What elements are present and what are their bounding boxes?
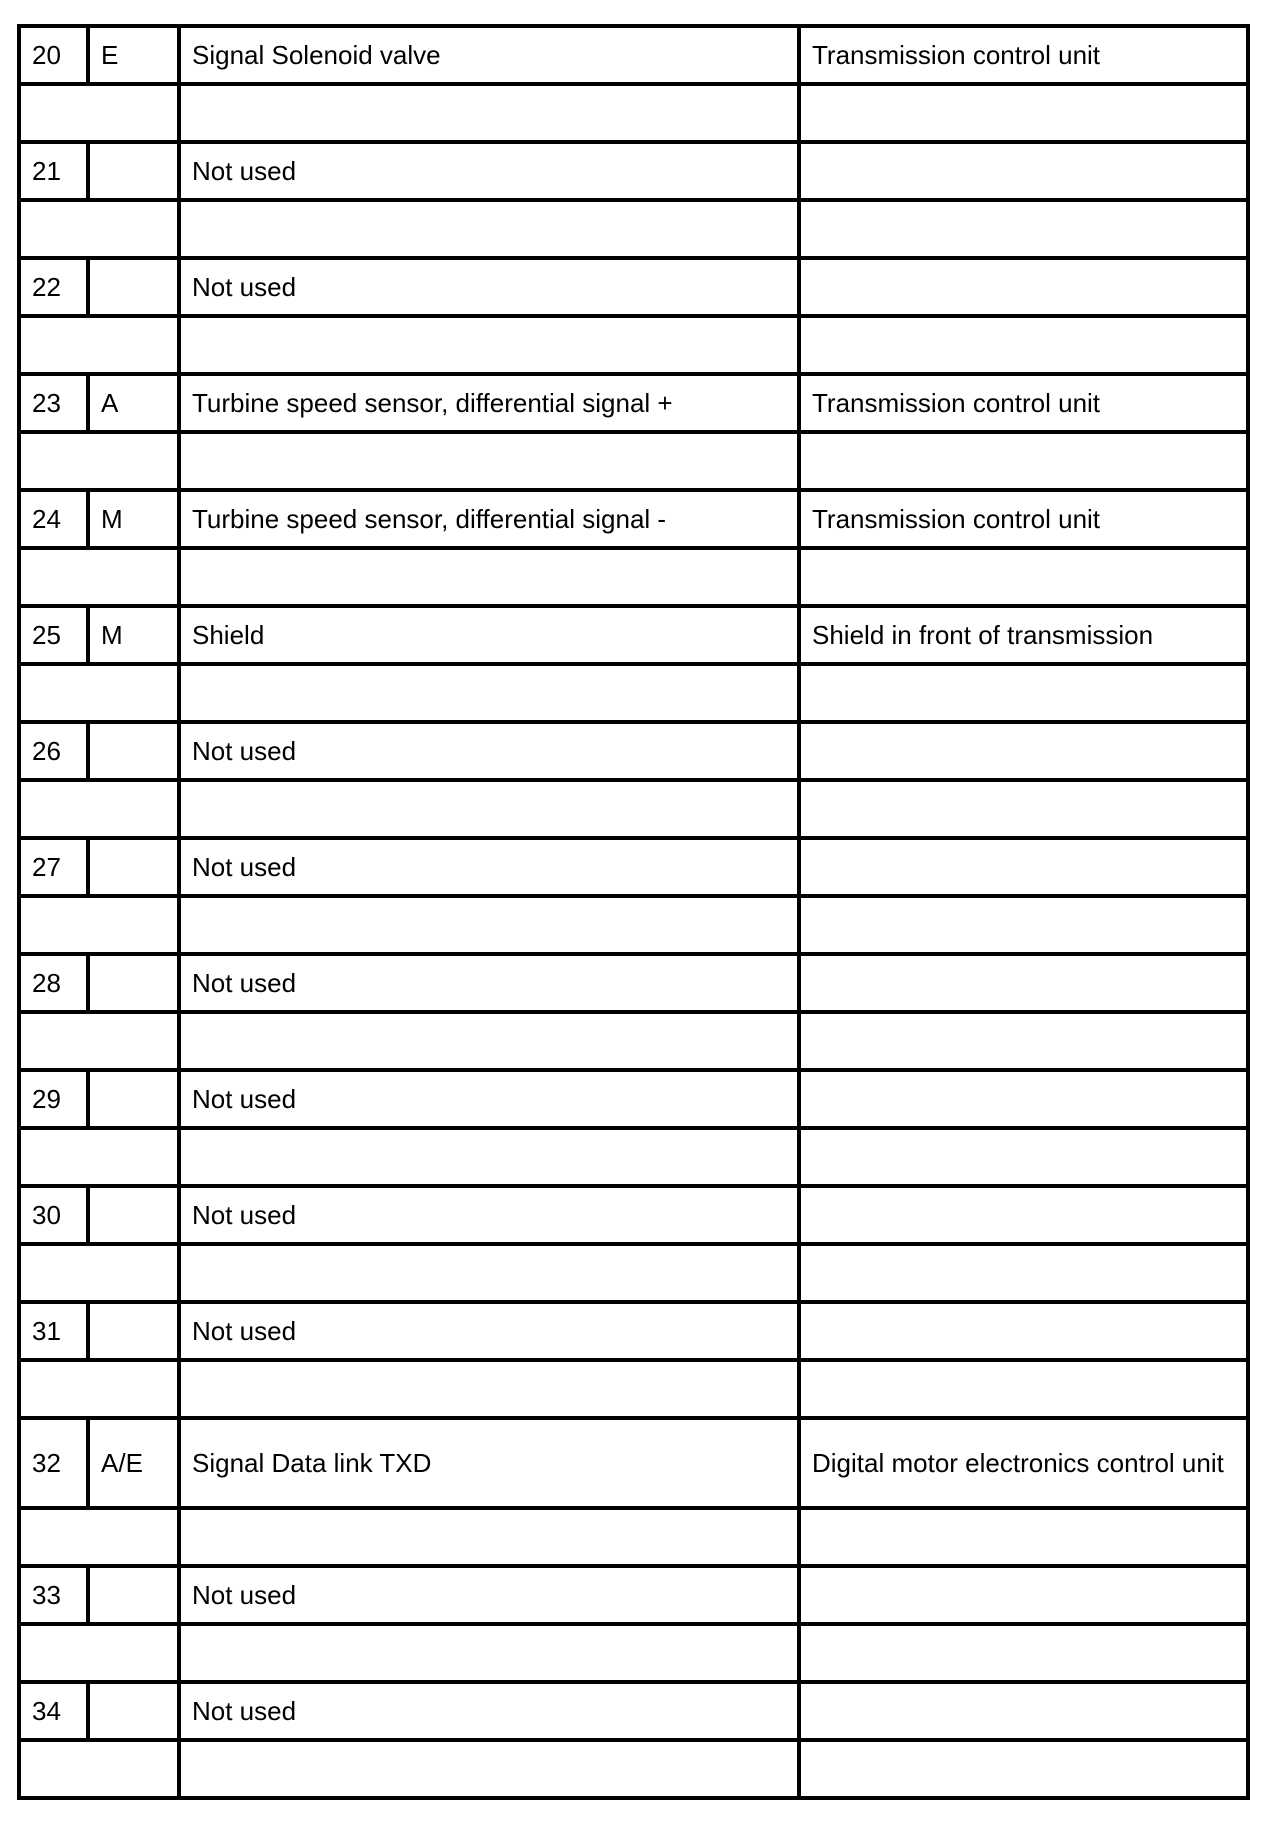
spacer-cell: [799, 664, 1248, 722]
spacer-cell: [799, 1128, 1248, 1186]
pin-number-cell: 25: [19, 606, 88, 664]
pin-row: [19, 1682, 1248, 1740]
signal-type-cell: E: [88, 26, 179, 84]
spacer-cell: [19, 896, 179, 954]
destination-cell: Transmission control unit: [799, 490, 1248, 548]
spacer-cell: [19, 432, 179, 490]
pin-row: [19, 722, 1248, 780]
pin-row: [19, 954, 1248, 1012]
spacer-cell: [179, 896, 799, 954]
destination-cell: [799, 1302, 1248, 1360]
pin-table-body: [19, 26, 1248, 1798]
destination-cell: Transmission control unit: [799, 26, 1248, 84]
signal-type-cell: [88, 1682, 179, 1740]
spacer-cell: [179, 1244, 799, 1302]
spacer-row: [19, 1012, 1248, 1070]
pin-number-cell: 30: [19, 1186, 88, 1244]
spacer-cell: [799, 1360, 1248, 1418]
spacer-row: [19, 548, 1248, 606]
description-cell: Not used: [179, 838, 799, 896]
spacer-cell: [799, 1508, 1248, 1566]
pin-row: [19, 1566, 1248, 1624]
spacer-cell: [19, 1360, 179, 1418]
spacer-cell: [179, 780, 799, 838]
signal-type-cell: M: [88, 606, 179, 664]
destination-cell: [799, 838, 1248, 896]
spacer-cell: [19, 1128, 179, 1186]
spacer-row: [19, 84, 1248, 142]
description-cell: Not used: [179, 722, 799, 780]
spacer-cell: [19, 548, 179, 606]
signal-type-cell: [88, 1302, 179, 1360]
spacer-cell: [19, 1624, 179, 1682]
spacer-cell: [179, 200, 799, 258]
pin-row: [19, 1418, 1248, 1508]
spacer-cell: [19, 1740, 179, 1798]
destination-cell: [799, 954, 1248, 1012]
description-cell: Not used: [179, 1186, 799, 1244]
pin-number-cell: 28: [19, 954, 88, 1012]
pin-row: [19, 1070, 1248, 1128]
spacer-cell: [799, 1740, 1248, 1798]
destination-cell: [799, 722, 1248, 780]
spacer-row: [19, 200, 1248, 258]
pin-row: [19, 838, 1248, 896]
pin-number-cell: 27: [19, 838, 88, 896]
spacer-row: [19, 664, 1248, 722]
spacer-cell: [799, 548, 1248, 606]
destination-cell: Shield in front of transmission: [799, 606, 1248, 664]
spacer-cell: [179, 1360, 799, 1418]
spacer-cell: [19, 1508, 179, 1566]
signal-type-cell: [88, 838, 179, 896]
pin-row: [19, 374, 1248, 432]
spacer-cell: [179, 1624, 799, 1682]
spacer-row: [19, 780, 1248, 838]
destination-cell: [799, 1186, 1248, 1244]
spacer-cell: [19, 1012, 179, 1070]
spacer-cell: [799, 896, 1248, 954]
signal-type-cell: A: [88, 374, 179, 432]
pin-number-cell: 24: [19, 490, 88, 548]
description-cell: Signal Data link TXD: [179, 1418, 799, 1508]
pin-number-cell: 34: [19, 1682, 88, 1740]
pin-number-cell: 21: [19, 142, 88, 200]
pin-number-cell: 29: [19, 1070, 88, 1128]
pin-number-cell: 31: [19, 1302, 88, 1360]
spacer-cell: [179, 1012, 799, 1070]
signal-type-cell: [88, 722, 179, 780]
description-cell: Not used: [179, 954, 799, 1012]
signal-type-cell: [88, 1186, 179, 1244]
spacer-row: [19, 316, 1248, 374]
spacer-cell: [179, 432, 799, 490]
spacer-cell: [799, 780, 1248, 838]
signal-type-cell: A/E: [88, 1418, 179, 1508]
spacer-cell: [799, 84, 1248, 142]
destination-cell: Digital motor electronics control unit: [799, 1418, 1248, 1508]
pin-number-cell: 20: [19, 26, 88, 84]
spacer-cell: [799, 1244, 1248, 1302]
spacer-row: [19, 1244, 1248, 1302]
spacer-row: [19, 432, 1248, 490]
spacer-cell: [799, 316, 1248, 374]
spacer-cell: [19, 664, 179, 722]
pin-number-cell: 23: [19, 374, 88, 432]
spacer-cell: [19, 84, 179, 142]
pin-row: [19, 1186, 1248, 1244]
spacer-cell: [799, 432, 1248, 490]
description-cell: Turbine speed sensor, differential signal -: [179, 490, 799, 548]
pin-number-cell: 32: [19, 1418, 88, 1508]
description-cell: Not used: [179, 142, 799, 200]
destination-cell: [799, 142, 1248, 200]
destination-cell: Transmission control unit: [799, 374, 1248, 432]
pin-row: [19, 142, 1248, 200]
spacer-cell: [799, 1012, 1248, 1070]
description-cell: Not used: [179, 1070, 799, 1128]
spacer-row: [19, 1624, 1248, 1682]
description-cell: Not used: [179, 258, 799, 316]
spacer-cell: [19, 316, 179, 374]
description-cell: Not used: [179, 1566, 799, 1624]
signal-type-cell: [88, 954, 179, 1012]
spacer-row: [19, 1740, 1248, 1798]
signal-type-cell: [88, 142, 179, 200]
spacer-cell: [179, 1740, 799, 1798]
spacer-row: [19, 1360, 1248, 1418]
destination-cell: [799, 1070, 1248, 1128]
spacer-row: [19, 1508, 1248, 1566]
spacer-row: [19, 896, 1248, 954]
description-cell: Shield: [179, 606, 799, 664]
spacer-cell: [799, 1624, 1248, 1682]
spacer-cell: [179, 1508, 799, 1566]
pin-row: [19, 1302, 1248, 1360]
signal-type-cell: M: [88, 490, 179, 548]
signal-type-cell: [88, 258, 179, 316]
description-cell: Turbine speed sensor, differential signal +: [179, 374, 799, 432]
pin-assignment-table: [17, 24, 1250, 1800]
spacer-cell: [179, 548, 799, 606]
pin-number-cell: 26: [19, 722, 88, 780]
spacer-cell: [19, 1244, 179, 1302]
description-cell: Signal Solenoid valve: [179, 26, 799, 84]
spacer-cell: [179, 316, 799, 374]
destination-cell: [799, 258, 1248, 316]
signal-type-cell: [88, 1566, 179, 1624]
pin-number-cell: 22: [19, 258, 88, 316]
spacer-cell: [179, 1128, 799, 1186]
description-cell: Not used: [179, 1302, 799, 1360]
pin-row: [19, 258, 1248, 316]
spacer-cell: [179, 84, 799, 142]
description-cell: Not used: [179, 1682, 799, 1740]
spacer-cell: [19, 200, 179, 258]
pin-number-cell: 33: [19, 1566, 88, 1624]
destination-cell: [799, 1566, 1248, 1624]
signal-type-cell: [88, 1070, 179, 1128]
spacer-cell: [19, 780, 179, 838]
spacer-cell: [179, 664, 799, 722]
pin-row: [19, 26, 1248, 84]
pin-row: [19, 490, 1248, 548]
spacer-cell: [799, 200, 1248, 258]
destination-cell: [799, 1682, 1248, 1740]
pin-row: [19, 606, 1248, 664]
spacer-row: [19, 1128, 1248, 1186]
